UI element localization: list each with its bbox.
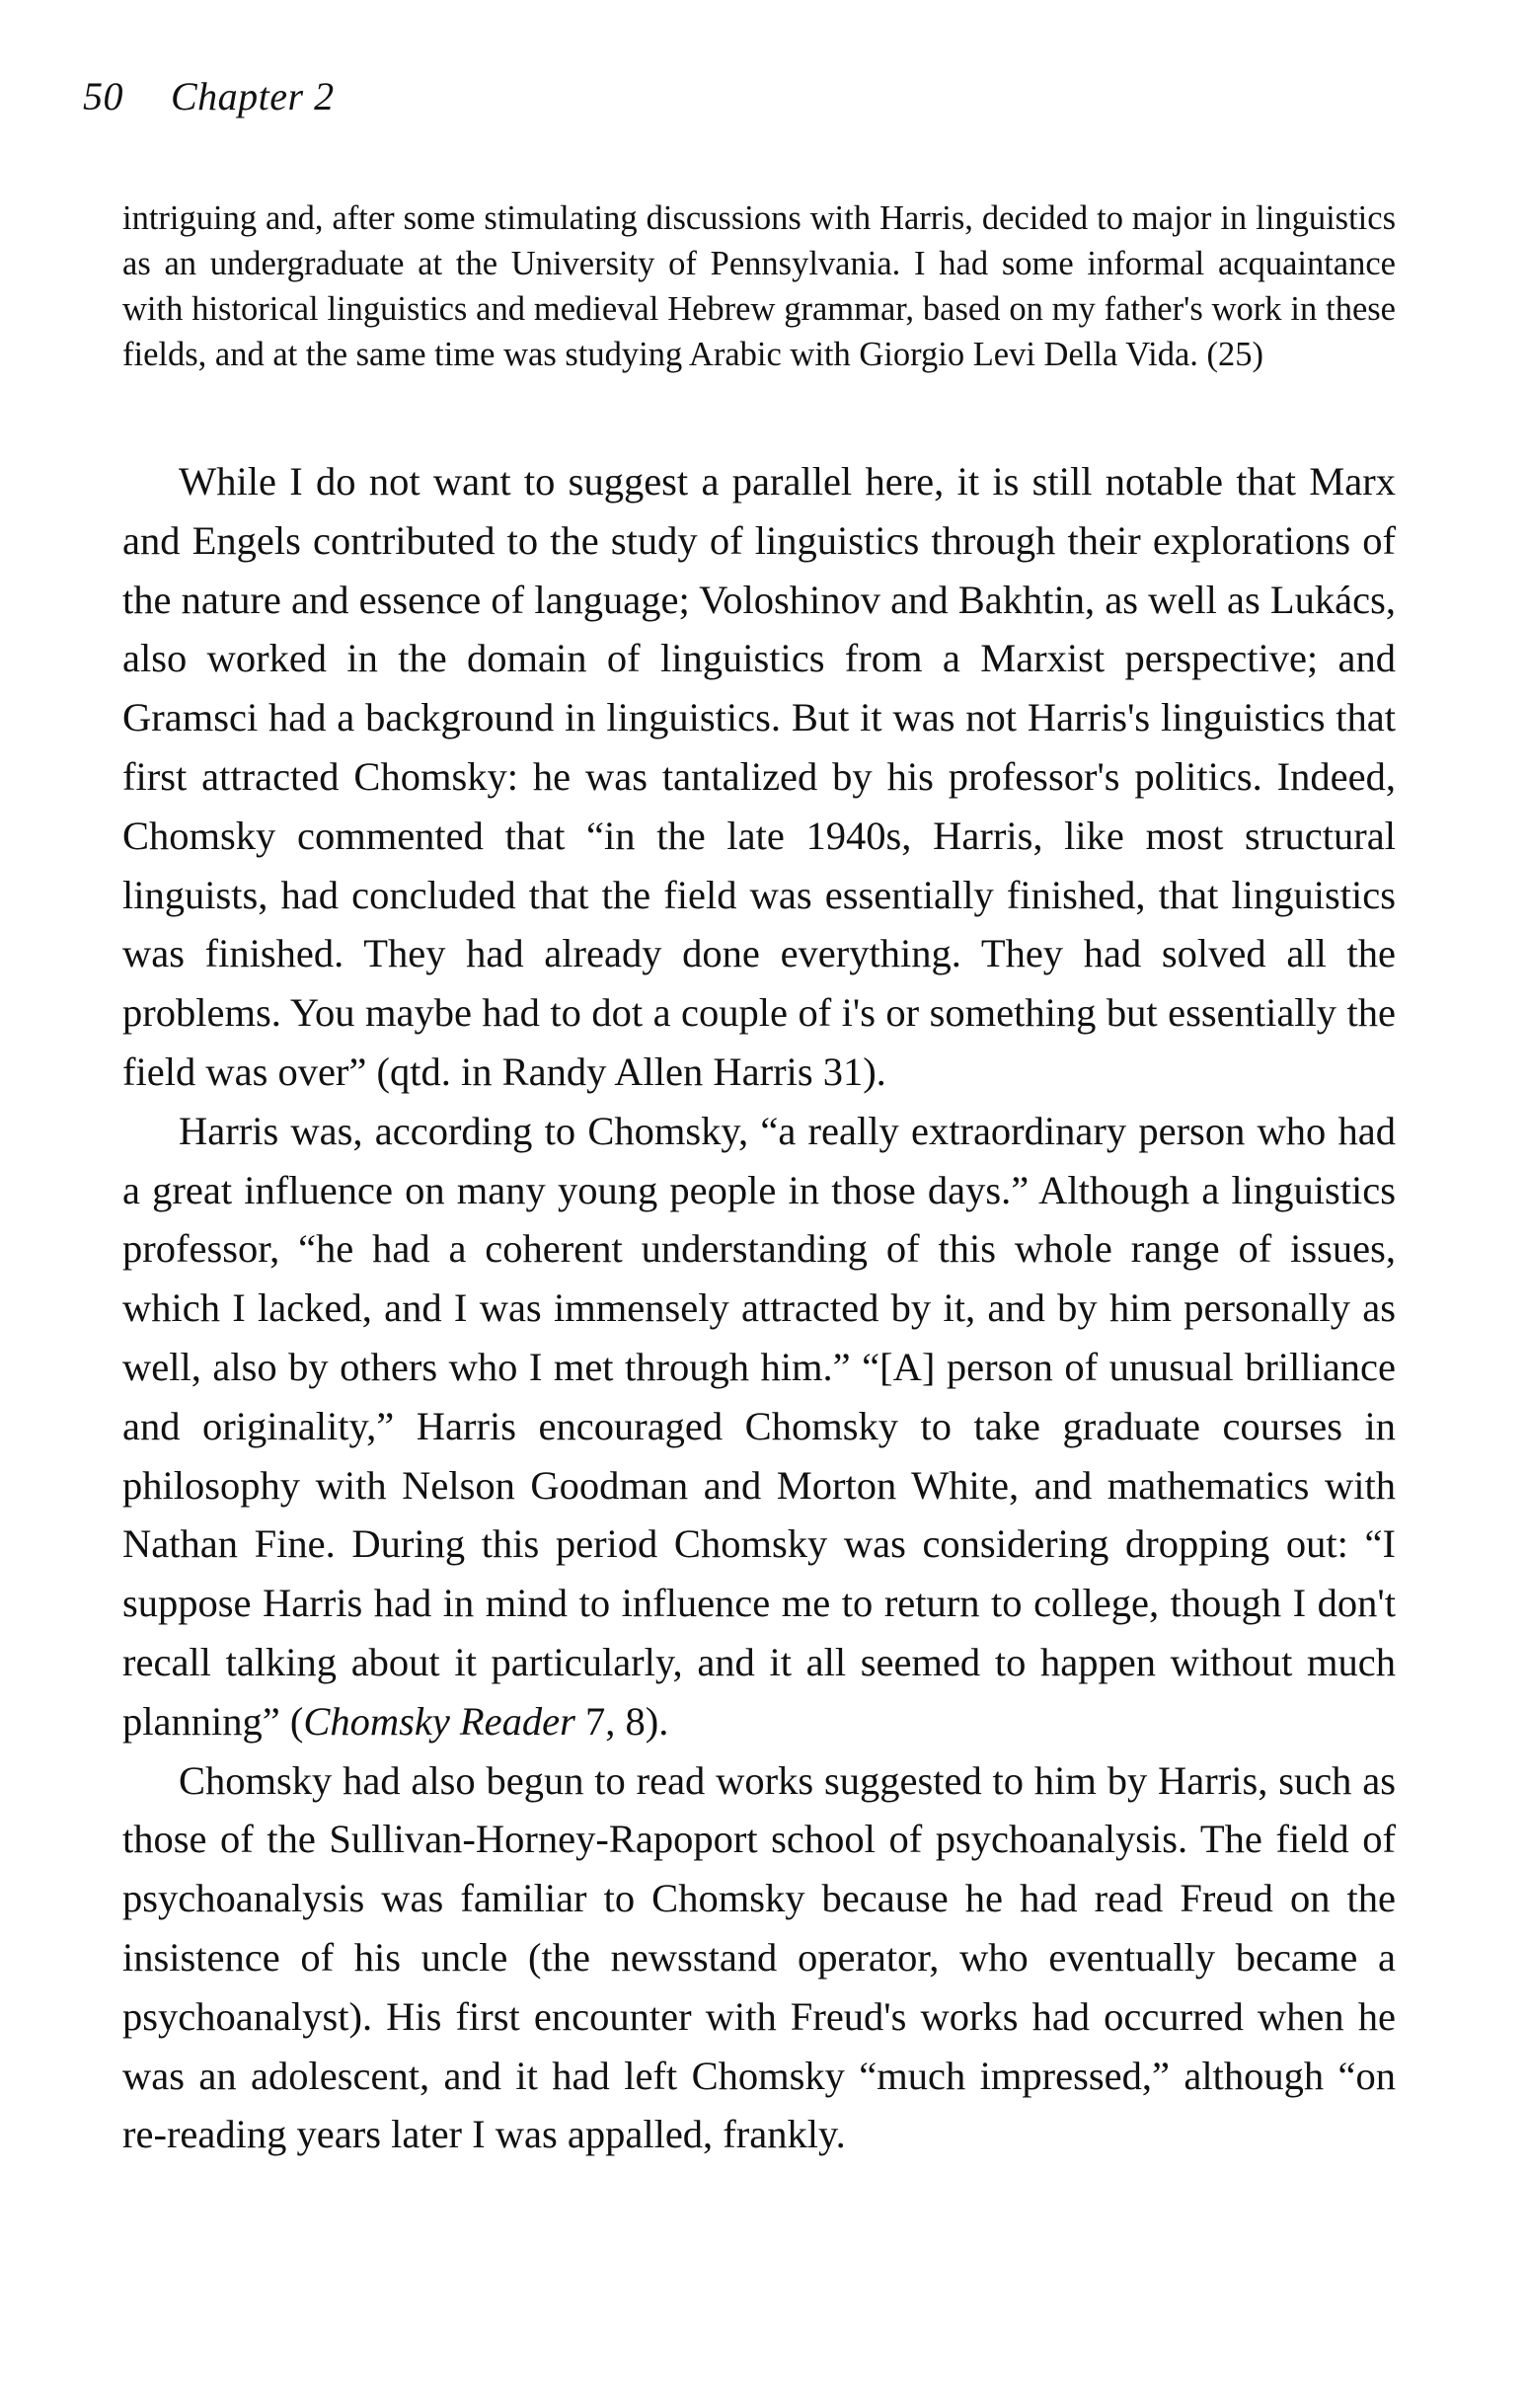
quote-text: intriguing and, after some stimulating discussions with Harris, decided to major in linguistics as an undergraduate at the University of Pennsylvania. I had some informal acquaintance with historical linguistics and medieval Hebrew grammar, based on my father's work in these fields, and at the same time was studying Arabic with Giorgio Levi Della Vida. (25): [122, 199, 1396, 373]
page-number: 50: [83, 74, 123, 118]
paragraph-2: [122, 1102, 1396, 1751]
paragraph-1: While I do not want to suggest a parallel here, it is still notable that Marx and Engels contributed to the study of linguistics through their explorations of the nature and essence of language; Voloshinov and Bakhtin, as well as Lukács, also worked in the domain of linguistics from a Marxist perspective; and Gramsci had a background in linguistics. But it was not Harris's linguistics that first attracted Chomsky: he was tantalized by his professor's politics. Indeed, Chomsky commented that “in the late 1940s, Harris, like most structural linguists, had concluded that the field was essentially finished, that linguistics was finished. They had already done everything. They had solved all the problems. You maybe had to dot a couple of i's or something but essentially the field was over” (qtd. in Randy Allen Harris 31).: [122, 459, 1396, 1094]
paragraph-2-citation: 7, 8).: [574, 1698, 669, 1744]
running-head: [83, 73, 335, 119]
book-title: Chomsky Reader: [303, 1698, 575, 1744]
block-quote: [122, 195, 1396, 377]
paragraph-3: Chomsky had also begun to read works suggested to him by Harris, such as those of the Sullivan-Horney-Rapoport school of psychoanalysis. The field of psychoanalysis was familiar to Chomsky because he had read Freud on the insistence of his uncle (the newsstand operator, who eventually became a psychoanalyst). His first encounter with Freud's works had occurred when he was an adolescent, and it had left Chomsky “much impressed,” although “on re-reading years later I was appalled, frankly.: [122, 1757, 1396, 2157]
paragraph-2-text: Harris was, according to Chomsky, “a really extraordinary person who had a great influence on many young people in those days.” Although a linguistics professor, “he had a coherent understanding of this whole range of issues, which I lacked, and I was immensely attracted by it, and by him personally as well, also by others who I met through him.” “[A] person of unusual brilliance and originality,” Harris encouraged Chomsky to take graduate courses in philosophy with Nelson Goodman and Morton White, and mathematics with Nathan Fine. During this period Chomsky was considering dropping out: “I suppose Harris had in mind to influence me to return to college, though I don't recall talking about it particularly, and it all seemed to happen without much planning” (: [122, 1108, 1396, 1744]
body-text: [122, 452, 1396, 2164]
chapter-label: Chapter 2: [171, 74, 335, 118]
